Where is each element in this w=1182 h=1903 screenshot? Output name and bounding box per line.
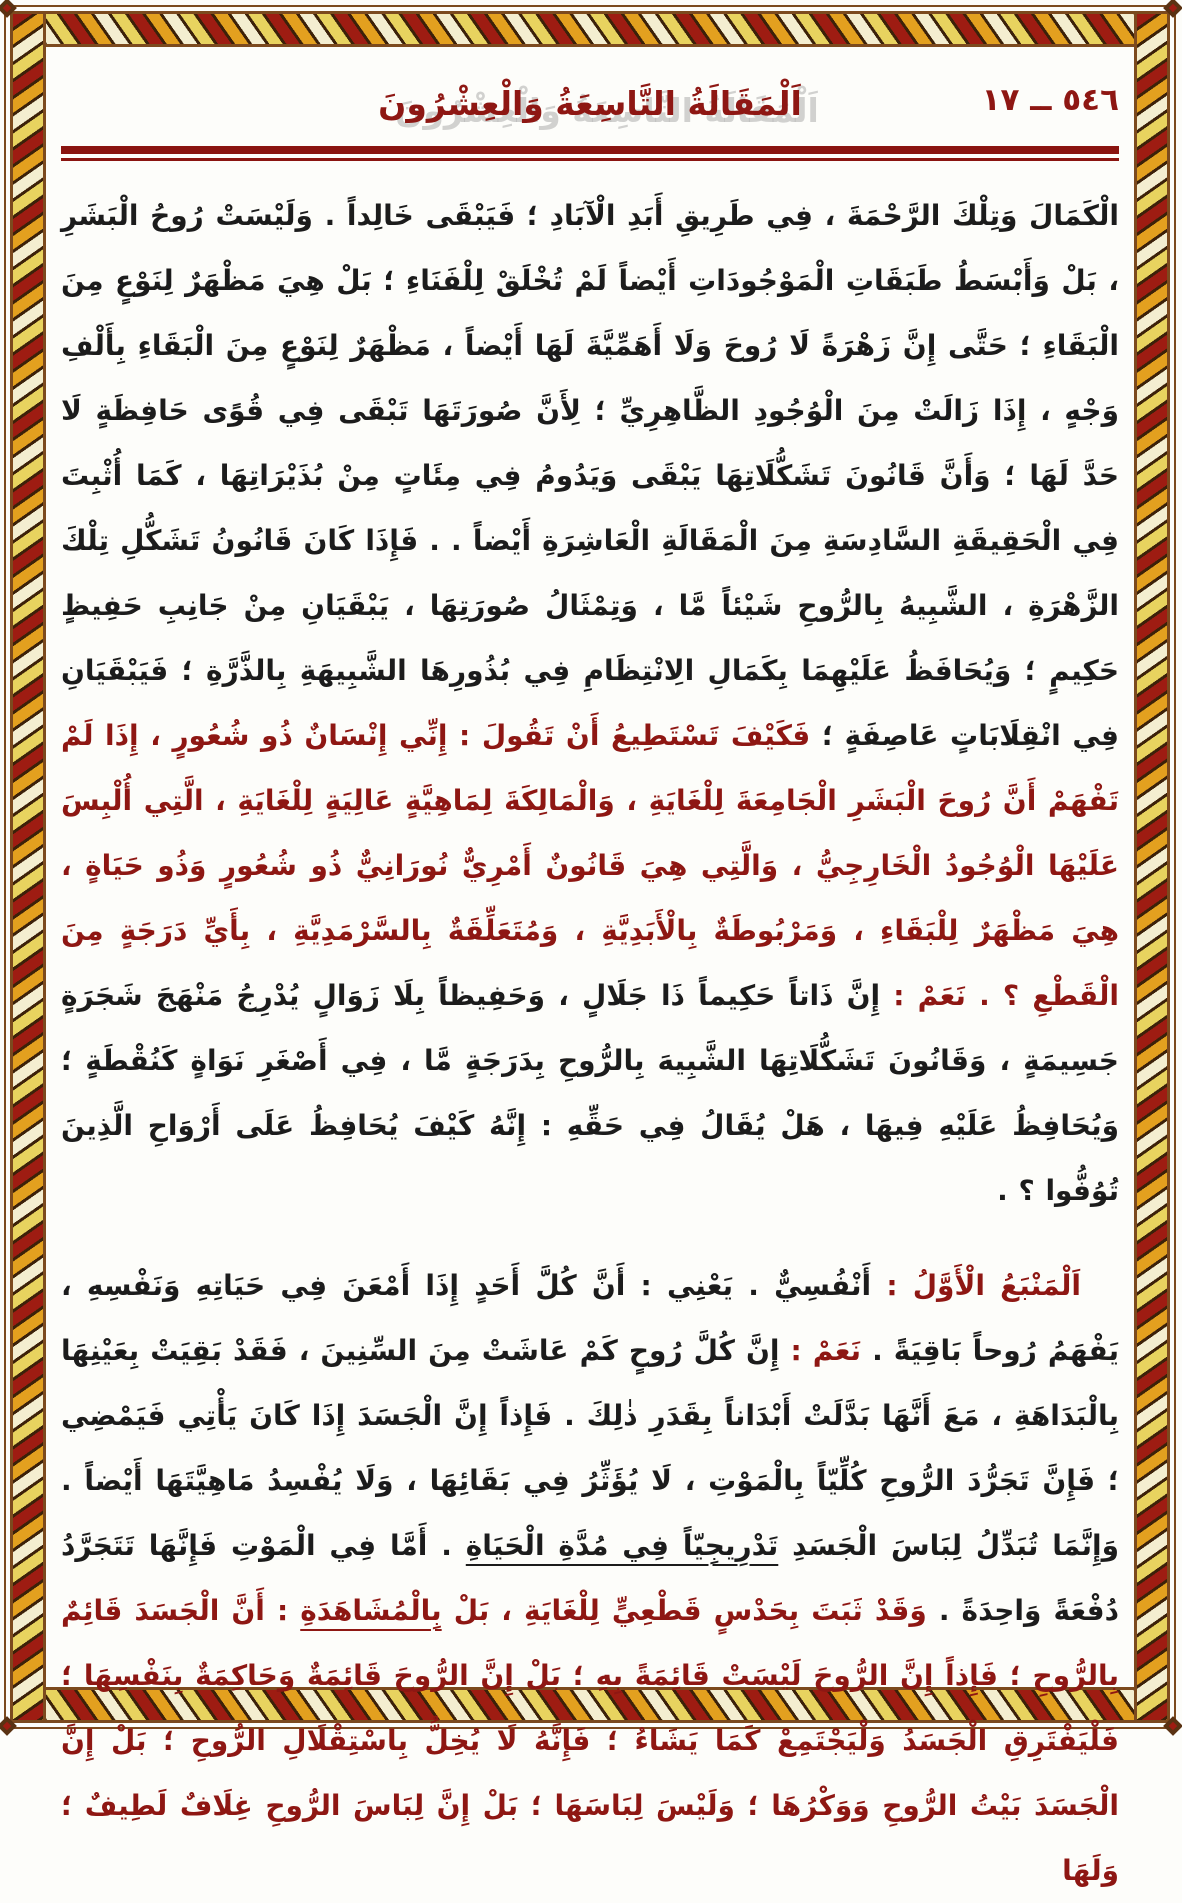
page-title: اَلْمَقَالَةُ التَّاسِعَةُ وَالْعِشْرُونَ [379, 84, 803, 123]
text-segment: : أَنَّ الْجَسَدَ قَائِمٌ بِالرُّوحِ ؛ فَإِذاً إِنَّ الرُّوحَ لَيْسَتْ قَائِمَةً بِهِ ؛ بَلْ إِنَّ الرُّوحَ قَائِمَةٌ وَحَاكِمَةٌ بِنَفْسِهَا ؛ فَلْيَفْتَرِقِ الْجَسَدُ وَلْيَجْتَمِعْ كَمَا يَشَاءُ ؛ فَإِنَّهُ لَا يُخِلُّ بِاسْتِقْلَالِ الرُّوحِ ؛ بَلْ إِنَّ الْجَسَدَ بَيْتُ الرُّوحِ وَوَكْرُهَا ؛ وَلَيْسَ لِبَاسَهَا ؛ بَلْ إِنَّ لِبَاسَ الرُّوحِ غِلَافٌ لَطِيفٌ ؛ وَلَهَا [62, 1594, 1120, 1887]
page-number: ٥٤٦ ــ ١٧ [982, 82, 1120, 118]
text-segment: تَدْرِيجِيّاً فِي مُدَّةِ الْحَيَاةِ [466, 1529, 780, 1562]
paragraph [62, 183, 1120, 1223]
page-content [62, 74, 1120, 1887]
text-segment: نَعَمْ : [780, 1334, 863, 1367]
header-rule [62, 146, 1120, 161]
body-text [62, 183, 1120, 1903]
chain-border-left [11, 11, 47, 1723]
text-segment: الْكَمَالَ وَتِلْكَ الرَّحْمَةَ ، فِي طَرِيقِ أَبَدِ الْآبَادِ ؛ فَيَبْقَى خَالِداً . وَلَيْسَتْ رُوحُ الْبَشَرِ ، بَلْ وَأَبْسَطُ طَبَقَاتِ الْمَوْجُودَاتِ أَيْضاً لَمْ تُخْلَقْ لِلْفَنَاءِ ؛ بَلْ هِيَ مَظْهَرٌ لِنَوْعٍ مِنَ الْبَقَاءِ ؛ حَتَّى إِنَّ زَهْرَةً لَا رُوحَ وَلَا أَهَمِّيَّةَ لَهَا أَيْضاً ، مَظْهَرٌ لِنَوْعٍ مِنَ الْبَقَاءِ بِأَلْفِ وَجْهٍ ، إِذَا زَالَتْ مِنَ الْوُجُودِ الظَّاهِرِيِّ ؛ لِأَنَّ صُورَتَهَا تَبْقَى فِي قُوًى حَافِظَةٍ لَا حَدَّ لَهَا ؛ وَأَنَّ قَانُونَ تَشَكُّلَاتِهَا يَبْقَى وَيَدُومُ فِي مِئَاتٍ مِنْ بُذَيْرَاتِهَا ، كَمَا أُثْبِتَ فِي الْحَقِيقَةِ السَّادِسَةِ مِنَ الْمَقَالَةِ الْعَاشِرَةِ أَيْضاً . . فَإِذَا كَانَ قَانُونُ تَشَكُّلِ تِلْكَ الزَّهْرَةِ ، الشَّبِيهُ بِالرُّوحِ شَيْئاً مَّا ، وَتِمْثَالُ صُورَتِهَا ، يَبْقَيَانِ مِنْ جَانِبِ حَفِيظٍ حَكِيمٍ ؛ وَيُحَافَظُ عَلَيْهِمَا بِكَمَالِ الِانْتِظَامِ فِي بُذُورِهَا الشَّبِيهَةِ بِالذَّرَّةِ ؛ فَيَبْقَيَانِ فِي انْقِلَابَاتٍ عَاصِفَةٍ ؛ [62, 199, 1120, 752]
text-segment: . أَمَّا فِي الْمَوْتِ فَإِنَّهَا تَتَجَرَّدُ دُفْعَةً وَاحِدَةً . [62, 1529, 1120, 1627]
chain-border-right [1135, 11, 1171, 1723]
text-segment: إِنَّ كُلَّ رُوحٍ كَمْ عَاشَتْ مِنَ السِّنِينَ ، فَقَدْ بَقِيَتْ بِعَيْنِهَا بِالْبَدَاهَةِ ، مَعَ أَنَّهَا بَدَّلَتْ أَبْدَاناً بِقَدَرِ ذٰلِكَ . فَإِذاً إِنَّ الْجَسَدَ إِذَا كَانَ يَأْتِي فَيَمْضِي ؛ فَإِنَّ تَجَرُّدَ الرُّوحِ كُلِّيّاً بِالْمَوْتِ ، لَا يُؤَثِّرُ فِي بَقَائِهَا ، وَلَا يُفْسِدُ مَاهِيَّتَهَا أَيْضاً . وَإِنَّمَا تُبَدِّلُ لِبَاسَ الْجَسَدِ [62, 1334, 1120, 1562]
chain-border-top [11, 11, 1171, 47]
paragraph [62, 1253, 1120, 1903]
text-segment: بِالْمُشَاهَدَةِ [301, 1594, 443, 1627]
text-segment: فَكَيْفَ تَسْتَطِيعُ أَنْ تَقُولَ : إِنِّي إِنْسَانٌ ذُو شُعُورٍ ، إِذَا لَمْ تَفْهَمْ أَنَّ رُوحَ الْبَشَرِ الْجَامِعَةَ لِلْغَايَةِ ، وَالْمَالِكَةَ لِمَاهِيَّةٍ عَالِيَةٍ لِلْغَايَةِ ، الَّتِي أُلْبِسَ عَلَيْهَا الْوُجُودُ الْخَارِجِيُّ ، وَالَّتِي هِيَ قَانُونٌ أَمْرِيٌّ نُورَانِيٌّ ذُو شُعُورٍ وَذُو حَيَاةٍ ، هِيَ مَظْهَرٌ لِلْبَقَاءِ ، وَمَرْبُوطَةٌ بِالْأَبَدِيَّةِ ، وَمُتَعَلِّقَةٌ بِالسَّرْمَدِيَّةِ ، بِأَيِّ دَرَجَةٍ مِنَ الْقَطْعِ ؟ . نَعَمْ : [62, 719, 1120, 1012]
text-segment: وَقَدْ ثَبَتَ بِحَدْسٍ قَطْعِيٍّ لِلْغَايَةِ ، بَلْ [442, 1594, 928, 1627]
text-segment: اَلْمَنْبَعُ الْأَوَّلُ : [872, 1269, 1082, 1302]
text-segment: أَنْفُسِيٌّ . يَعْنِي : أَنَّ كُلَّ أَحَدٍ إِذَا أَمْعَنَ فِي حَيَاتِهِ وَنَفْسِهِ ، يَفْهَمُ رُوحاً بَاقِيَةً . [62, 1269, 1120, 1367]
text-segment: إِنَّ ذَاتاً حَكِيماً ذَا جَلَالٍ ، وَحَفِيظاً بِلَا زَوَالٍ يُدْرِجُ مَنْهَجَ شَجَرَةٍ جَسِيمَةٍ ، وَقَانُونَ تَشَكُّلَاتِهَا الشَّبِيهَ بِالرُّوحِ بِدَرَجَةٍ مَّا ، فِي أَصْغَرِ نَوَاةٍ كَنُقْطَةٍ ؛ وَيُحَافِظُ عَلَيْهِ فِيهَا ، هَلْ يُقَالُ فِي حَقِّهِ : إِنَّهُ كَيْفَ يُحَافِظُ عَلَى أَرْوَاحِ الَّذِينَ تُوُفُّوا ؟ . [62, 979, 1120, 1207]
page-header [62, 74, 1120, 140]
